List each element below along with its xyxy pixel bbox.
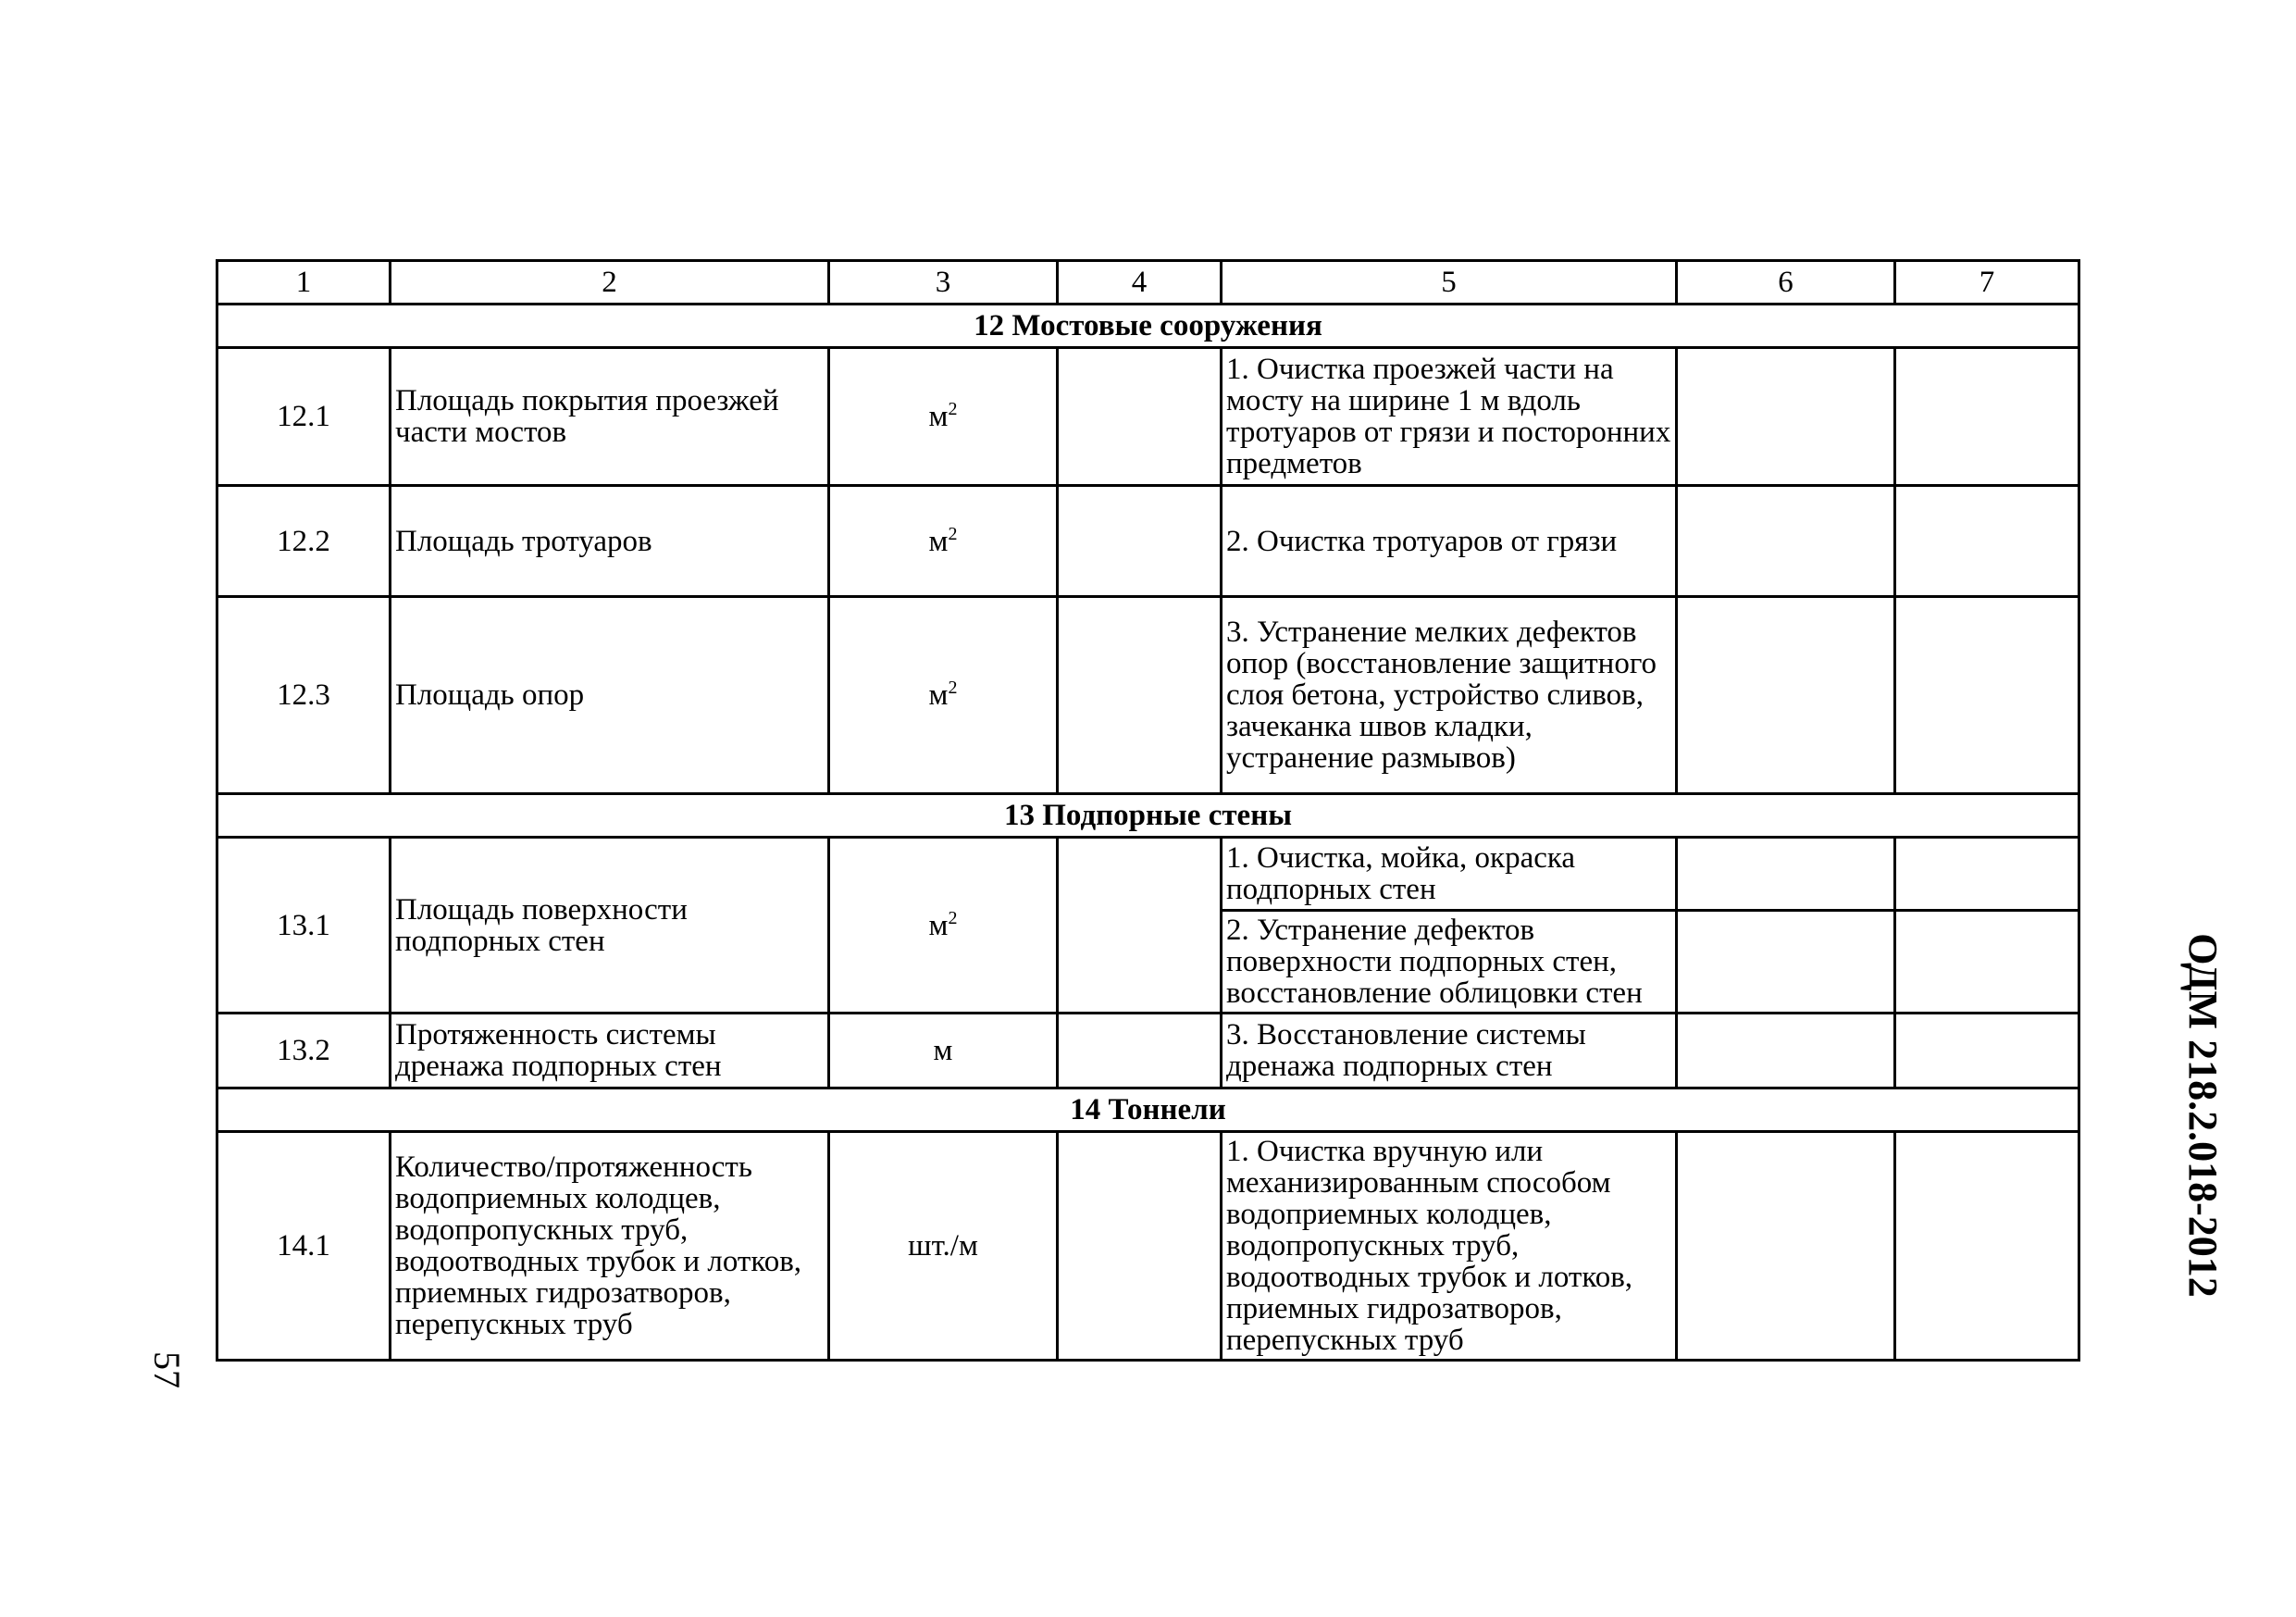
column-header: 5 (1222, 261, 1677, 305)
empty-cell (1677, 486, 1895, 597)
column-header: 3 (829, 261, 1058, 305)
row-number: 14.1 (217, 1132, 391, 1361)
unit-superscript: 2 (948, 907, 958, 928)
empty-cell (1895, 486, 2079, 597)
row-work: 3. Устранение мелких дефектов опор (восстановление защитного слоя бетона, устройство сливов, зачеканка швов кладки, устранение размывов) (1222, 597, 1677, 794)
column-header: 7 (1895, 261, 2079, 305)
row-name: Площадь опор (391, 597, 829, 794)
empty-cell (1677, 838, 1895, 911)
row-name: Площадь поверхности подпорных стен (391, 838, 829, 1014)
row-unit (829, 486, 1058, 597)
empty-cell (1058, 348, 1222, 486)
row-unit (829, 597, 1058, 794)
column-header: 4 (1058, 261, 1222, 305)
section-title-row (217, 305, 2079, 348)
column-header: 1 (217, 261, 391, 305)
row-number: 12.1 (217, 348, 391, 486)
unit-text: м (928, 678, 949, 712)
table-row (217, 1014, 2079, 1088)
row-number: 12.3 (217, 597, 391, 794)
row-unit: м (829, 1014, 1058, 1088)
empty-cell (1677, 911, 1895, 1014)
empty-cell (1677, 597, 1895, 794)
row-unit (829, 838, 1058, 1014)
empty-cell (1895, 1132, 2079, 1361)
row-name: Протяженность системы дренажа подпорных стен (391, 1014, 829, 1088)
unit-text: м (928, 908, 949, 942)
section-title: 14 Тоннели (217, 1088, 2079, 1132)
row-work: 2. Очистка тротуаров от грязи (1222, 486, 1677, 597)
empty-cell (1058, 597, 1222, 794)
empty-cell (1895, 911, 2079, 1014)
unit-superscript: 2 (948, 523, 958, 544)
section-title: 12 Мостовые сооружения (217, 305, 2079, 348)
empty-cell (1677, 1132, 1895, 1361)
empty-cell (1677, 1014, 1895, 1088)
empty-cell (1058, 486, 1222, 597)
section-title-row (217, 1088, 2079, 1132)
row-work: 3. Восстановление системы дренажа подпорных стен (1222, 1014, 1677, 1088)
row-work: 2. Устранение дефектов поверхности подпорных стен, восстановление облицовки стен (1222, 911, 1677, 1014)
row-number: 13.1 (217, 838, 391, 1014)
table-row (217, 348, 2079, 486)
unit-superscript: 2 (948, 678, 958, 698)
empty-cell (1895, 838, 2079, 911)
empty-cell (1895, 348, 2079, 486)
empty-cell (1058, 1014, 1222, 1088)
row-number: 13.2 (217, 1014, 391, 1088)
row-work: 1. Очистка проезжей части на мосту на ширине 1 м вдоль тротуаров от грязи и посторонних предметов (1222, 348, 1677, 486)
row-unit (829, 348, 1058, 486)
column-header-row (217, 261, 2079, 305)
row-name: Площадь покрытия проезжей части мостов (391, 348, 829, 486)
empty-cell (1677, 348, 1895, 486)
row-unit: шт./м (829, 1132, 1058, 1361)
column-header: 2 (391, 261, 829, 305)
empty-cell (1895, 597, 2079, 794)
works-table (216, 259, 2080, 1362)
row-number: 12.2 (217, 486, 391, 597)
section-title-row (217, 794, 2079, 838)
row-name: Площадь тротуаров (391, 486, 829, 597)
table-row (217, 486, 2079, 597)
empty-cell (1058, 1132, 1222, 1361)
row-work: 1. Очистка, мойка, окраска подпорных стен (1222, 838, 1677, 911)
section-title: 13 Подпорные стены (217, 794, 2079, 838)
column-header: 6 (1677, 261, 1895, 305)
row-work: 1. Очистка вручную или механизированным способом водоприемных колодцев, водопропускных труб, водоотводных трубок и лотков, приемных гидрозатворов, перепускных труб (1222, 1132, 1677, 1361)
table-row (217, 597, 2079, 794)
page-number: 57 (146, 1351, 188, 1388)
empty-cell (1895, 1014, 2079, 1088)
document-code: ОДМ 218.2.018-2012 (2180, 933, 2226, 1298)
table-row (217, 1132, 2079, 1361)
unit-text: м (928, 400, 949, 433)
table-row (217, 838, 2079, 911)
unit-superscript: 2 (948, 399, 958, 419)
unit-text: м (928, 524, 949, 558)
row-name: Количество/протяженность водоприемных колодцев, водопропускных труб, водоотводных трубок и лотков, приемных гидрозатворов, перепускных труб (391, 1132, 829, 1361)
empty-cell (1058, 838, 1222, 1014)
